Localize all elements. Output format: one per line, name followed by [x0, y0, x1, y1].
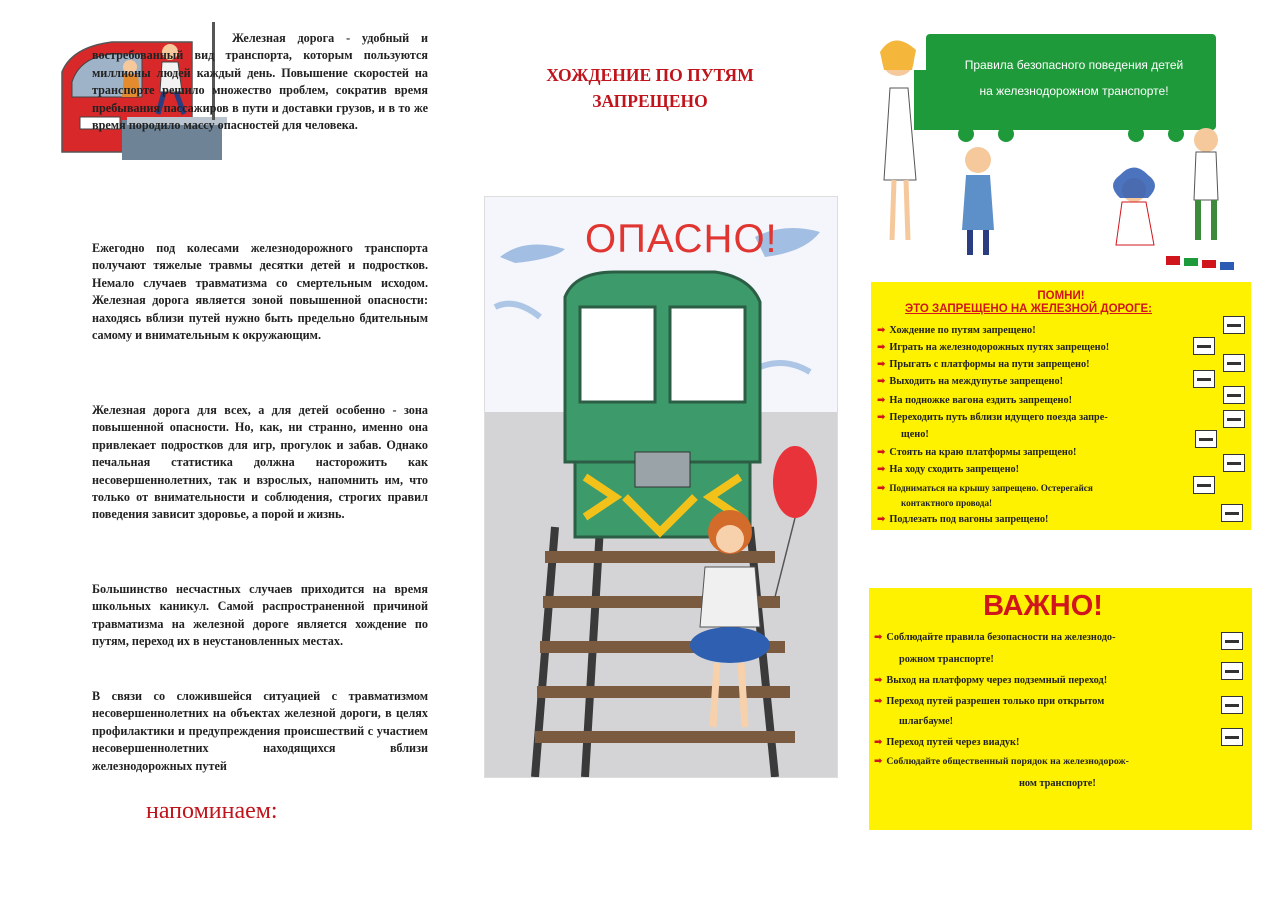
arrow-icon: ➡	[877, 447, 886, 458]
prevention-paragraph: В связи со сложившейся ситуацией с травматизмом несовершеннолетних на объектах железной дороги, в целях профилактики и предупреждения происшествий с участием несовершеннолетних находящихся вблизи железнодорожных путей	[92, 689, 428, 773]
danger-zone-paragraph: Железная дорога для всех, а для детей особенно - зона повышенной опасности. Но, как, ни странно, именно она привлекает подростков для игр, прогулок и забав. Однако печальная статистика должна насторожить как несовершеннолетних, так и взрослых, напомнить им, что только от внимательности и соблюдения, строгих правил поведения зависит здоровье, а порой и жизнь.	[92, 403, 428, 522]
arrow-icon: ➡	[874, 737, 883, 748]
important-box	[869, 588, 1252, 830]
arrow-icon: ➡	[877, 514, 886, 525]
wire-sign-icon	[1193, 476, 1215, 494]
platform-sign-icon	[1223, 354, 1245, 372]
important-item-continuation: ном транспорте!	[1019, 778, 1096, 789]
barrier-sign-icon	[1221, 696, 1243, 714]
rule-item: ➡ На подножке вагона ездить запрещено!	[877, 395, 1073, 406]
arrow-icon: ➡	[874, 632, 883, 643]
intro-paragraph: Железная дорога - удобный и востребованный вид транспорта, которым пользуются миллионы людей каждый день. Повышение скоростей на транспорте решило множество проблем, сократив время пребывания пассажиров в пути и доставки грузов, и в то же время породило массу опасностей для человека.	[92, 31, 428, 133]
arrow-icon: ➡	[877, 342, 886, 353]
rule-item: ➡ Играть на железнодорожных путях запрещено!	[877, 342, 1110, 353]
arrow-icon: ➡	[877, 412, 886, 423]
rule-item-continuation: контактного провода!	[901, 498, 993, 508]
arrow-icon: ➡	[877, 325, 886, 336]
rule-item: ➡ На ходу сходить запрещено!	[877, 464, 1020, 475]
remember-heading: ПОМНИ!	[1037, 290, 1085, 302]
step-sign-icon	[1223, 386, 1245, 404]
remind-heading: напоминаем:	[146, 798, 278, 824]
railway-sign-icon	[1193, 337, 1215, 355]
important-item: ➡ Переход путей через виадук!	[874, 737, 1020, 748]
holidays-paragraph: Большинство несчастных случаев приходится на время школьных каникул. Самой распространенной причиной травматизма на железной дороге является хождение по путям, переход их в неустановленных местах.	[92, 582, 428, 649]
forbidden-rules-box	[871, 282, 1251, 530]
banner-line-1: Правила безопасного поведения детей	[964, 58, 1184, 72]
arrow-icon: ➡	[874, 696, 883, 707]
important-item: ➡ Соблюдайте правила безопасности на железнодо-	[874, 632, 1116, 643]
arrow-icon: ➡	[874, 675, 883, 686]
important-item-continuation: шлагбауме!	[899, 716, 954, 727]
important-item: ➡ Переход путей разрешен только при открытом	[874, 696, 1105, 707]
wagon-sign-icon	[1221, 504, 1243, 522]
rule-item-continuation: щено!	[901, 429, 929, 440]
arrow-icon: ➡	[877, 483, 886, 494]
arrow-icon: ➡	[877, 464, 886, 475]
forbidden-heading: ЭТО ЗАПРЕЩЕНО НА ЖЕЛЕЗНОЙ ДОРОГЕ:	[905, 303, 1153, 315]
rule-item: ➡ Подниматься на крышу запрещено. Остерегайся	[877, 483, 1093, 494]
arrow-icon: ➡	[874, 756, 883, 767]
danger-poster	[484, 196, 838, 778]
title-line-2: ЗАПРЕЩЕНО	[592, 91, 708, 111]
moving-train-sign-icon	[1223, 454, 1245, 472]
danger-caption: ОПАСНО!	[585, 217, 778, 261]
safety-sign-icon	[1221, 632, 1243, 650]
rule-item: ➡ Переходить путь вблизи идущего поезда запре-	[877, 412, 1108, 423]
viaduct-sign-icon	[1221, 728, 1243, 746]
banner-line-2: на железнодорожном транспорте!	[979, 84, 1169, 98]
arrow-icon: ➡	[877, 376, 886, 387]
important-item: ➡ Выход на платформу через подземный переход!	[874, 675, 1108, 686]
arrow-icon: ➡	[877, 395, 886, 406]
banner-title	[944, 52, 1204, 104]
injury-paragraph: Ежегодно под колесами железнодорожного транспорта получают тяжелые травмы десятки детей и подростков. Немало случаев травматизма со смертельным исходом. Железная дорога является зоной повышенной опасности: находясь вблизи путей нужно быть предельно бдительным самому и внимательным к окружающим.	[92, 241, 428, 343]
page-title	[505, 62, 795, 114]
important-item: ➡ Соблюдайте общественный порядок на железнодорож-	[874, 756, 1129, 767]
crossing-sign-icon	[1223, 410, 1245, 428]
arrow-icon: ➡	[877, 359, 886, 370]
important-item-continuation: рожном транспорте!	[899, 654, 994, 665]
pedestrian-sign-icon	[1223, 316, 1245, 334]
rule-item: ➡ Хождение по путям запрещено!	[877, 325, 1036, 336]
important-heading: ВАЖНО!	[983, 590, 1103, 622]
rule-item: ➡ Подлезать под вагоны запрещено!	[877, 514, 1049, 525]
edge-sign-icon	[1195, 430, 1217, 448]
rule-item: ➡ Выходить на междупутье запрещено!	[877, 376, 1064, 387]
underpass-sign-icon	[1221, 662, 1243, 680]
title-line-1: ХОЖДЕНИЕ ПО ПУТЯМ	[546, 65, 754, 85]
rule-item: ➡ Прыгать с платформы на пути запрещено!	[877, 359, 1090, 370]
rule-item: ➡ Стоять на краю платформы запрещено!	[877, 447, 1077, 458]
train-sign-icon	[1193, 370, 1215, 388]
